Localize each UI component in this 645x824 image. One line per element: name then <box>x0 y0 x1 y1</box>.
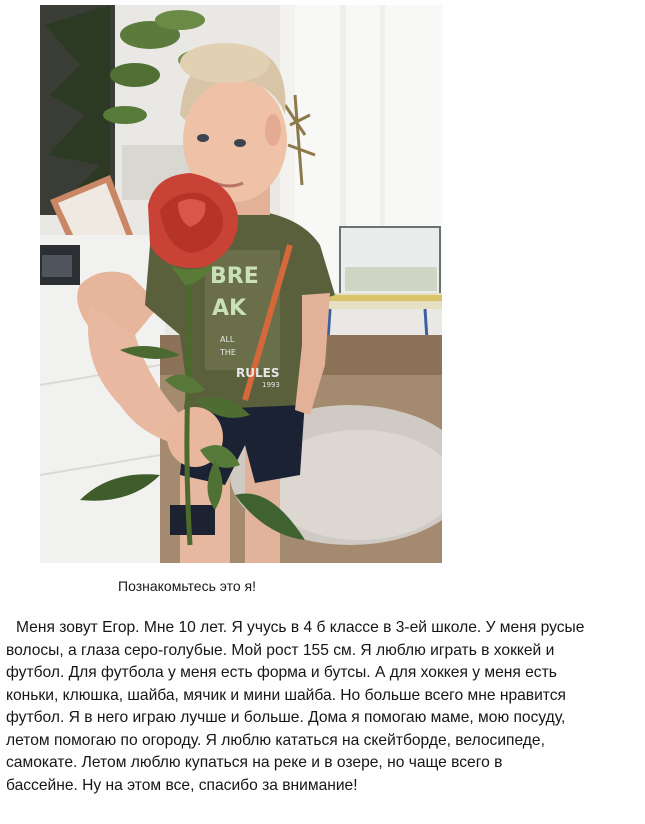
paragraph-line: волосы, а глаза серо-голубые. Мой рост 155 см. Я люблю играть в хоккей и <box>6 641 555 659</box>
shirt-print-the: THE <box>220 348 236 357</box>
paragraph <box>6 617 642 797</box>
shirt-print-bre: BRE <box>210 264 259 289</box>
shirt-print-ak: AK <box>212 296 247 321</box>
paragraph-line: Меня зовут Егор. Мне 10 лет. Я учусь в 4 б классе в 3-ей школе. У меня русые <box>16 619 585 636</box>
shirt-print-year: 1993 <box>262 381 280 389</box>
paragraph-line: коньки, клюшка, шайба, мячик и мини шайба. Но больше всего мне нравится <box>6 686 566 704</box>
paragraph-line: футбол. Я в него играю лучше и больше. Дома я помогаю маме, мою посуду, <box>6 709 566 726</box>
paragraph-line: самокате. Летом люблю купаться на реке и в озере, но чаще всего в <box>6 754 503 771</box>
paragraph-line: бассейне. Ну на этом все, спасибо за внимание! <box>6 776 358 794</box>
paragraph-line: летом помогаю по огороду. Я люблю кататься на скейтборде, велосипеде, <box>6 731 545 749</box>
caption-text: Познакомьтесь это я! <box>118 578 256 594</box>
shirt-print-all: ALL <box>220 335 235 344</box>
paragraph-line: футбол. Для футбола у меня есть форма и бутсы. А для хоккея у меня есть <box>6 664 557 681</box>
boy-with-rose-photo <box>40 5 442 563</box>
shirt-print-rules: RULES <box>236 366 280 380</box>
